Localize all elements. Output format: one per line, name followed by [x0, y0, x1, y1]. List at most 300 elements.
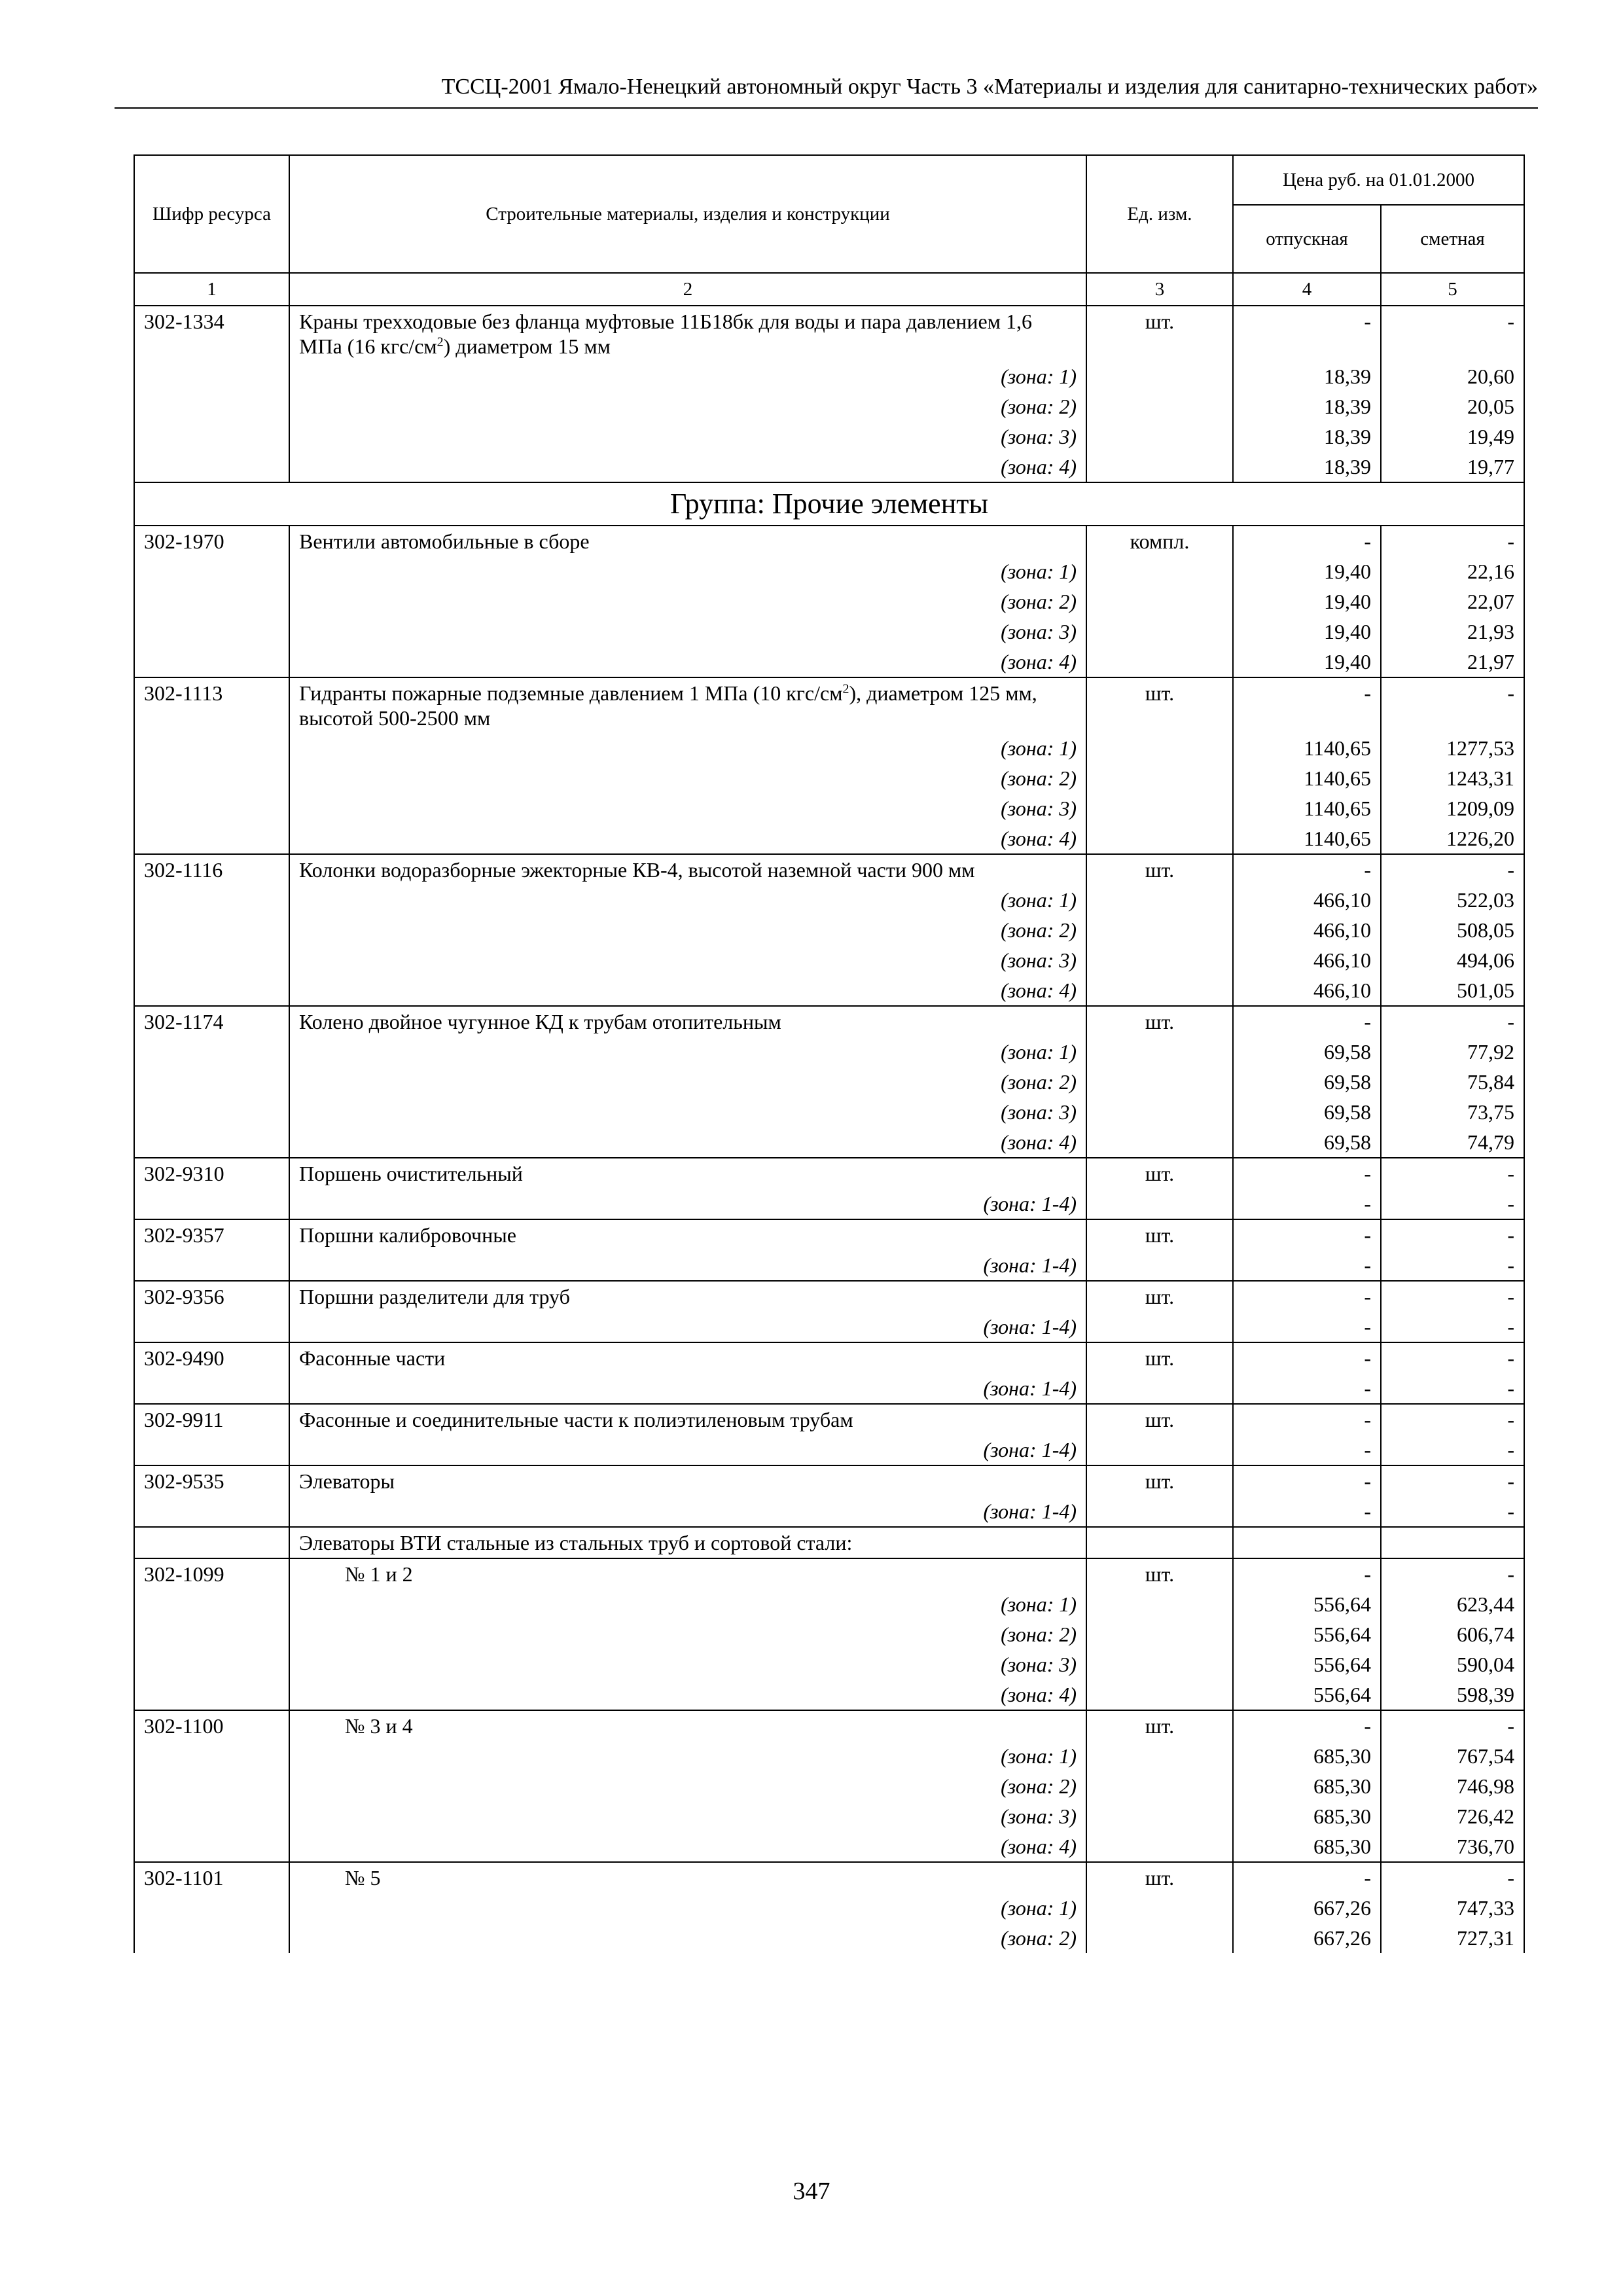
col-number: 5	[1381, 273, 1524, 306]
empty-code-cell	[134, 586, 289, 617]
zone-release-price: 69,58	[1233, 1067, 1381, 1097]
resource-code: 302-1970	[134, 526, 289, 556]
unit: шт.	[1086, 677, 1233, 733]
table-header	[134, 155, 1524, 306]
zone-estimate-price: 727,31	[1381, 1923, 1524, 1953]
zone-estimate-price: 22,07	[1381, 586, 1524, 617]
zone-release-price: -	[1233, 1373, 1381, 1404]
zone-row	[134, 915, 1524, 945]
empty-code-cell	[134, 361, 289, 391]
material-name-text: № 3 и 4	[345, 1714, 413, 1738]
empty-code-cell	[134, 422, 289, 452]
zone-estimate-price: -	[1381, 1189, 1524, 1219]
zone-label: (зона: 3)	[289, 945, 1086, 975]
zone-label: (зона: 4)	[289, 1679, 1086, 1710]
estimate-price: -	[1381, 1158, 1524, 1189]
zone-row	[134, 1589, 1524, 1619]
zone-estimate-price: 623,44	[1381, 1589, 1524, 1619]
empty-unit-cell	[1086, 733, 1233, 763]
empty-unit-cell	[1086, 1250, 1233, 1281]
zone-label: (зона: 1-4)	[289, 1496, 1086, 1527]
material-name: Фасонные части	[289, 1342, 1086, 1373]
empty-code-cell	[134, 1373, 289, 1404]
empty-unit-cell	[1086, 452, 1233, 482]
unit: шт.	[1086, 1219, 1233, 1250]
empty-code-cell	[134, 1831, 289, 1862]
empty-unit-cell	[1086, 1619, 1233, 1649]
material-name	[289, 1558, 1086, 1589]
zone-estimate-price: 22,16	[1381, 556, 1524, 586]
col-header-estimate: сметная	[1381, 205, 1524, 273]
estimate-price: -	[1381, 1281, 1524, 1312]
zone-estimate-price: 746,98	[1381, 1771, 1524, 1801]
material-name: Колонки водоразборные эжекторные КВ-4, высотой наземной части 900 мм	[289, 854, 1086, 885]
empty-code-cell	[134, 1801, 289, 1831]
resource-code: 302-9490	[134, 1342, 289, 1373]
zone-row	[134, 1496, 1524, 1527]
material-name-text: № 1 и 2	[345, 1562, 413, 1586]
empty-code-cell	[134, 1312, 289, 1342]
zone-label: (зона: 3)	[289, 422, 1086, 452]
empty-code-cell	[134, 1496, 289, 1527]
unit: шт.	[1086, 854, 1233, 885]
zone-label: (зона: 1)	[289, 361, 1086, 391]
zone-estimate-price: 736,70	[1381, 1831, 1524, 1862]
col-number: 2	[289, 273, 1086, 306]
zone-row	[134, 647, 1524, 677]
empty-code-cell	[134, 823, 289, 854]
col-header-unit: Ед. изм.	[1086, 155, 1233, 273]
release-price: -	[1233, 854, 1381, 885]
material-name: Поршни калибровочные	[289, 1219, 1086, 1250]
zone-release-price: 1140,65	[1233, 793, 1381, 823]
zone-estimate-price: 606,74	[1381, 1619, 1524, 1649]
zone-estimate-price: 598,39	[1381, 1679, 1524, 1710]
subheading-code-cell	[134, 1527, 289, 1558]
zone-label: (зона: 2)	[289, 1923, 1086, 1953]
empty-unit-cell	[1086, 793, 1233, 823]
release-price: -	[1233, 1219, 1381, 1250]
resource-code: 302-1334	[134, 306, 289, 361]
resource-code: 302-9357	[134, 1219, 289, 1250]
items-top	[134, 306, 1524, 482]
estimate-price: -	[1381, 1342, 1524, 1373]
zone-row	[134, 975, 1524, 1006]
release-price: -	[1233, 1404, 1381, 1435]
zone-release-price: 556,64	[1233, 1589, 1381, 1619]
resource-code: 302-1174	[134, 1006, 289, 1037]
zone-label: (зона: 1)	[289, 1037, 1086, 1067]
zone-row	[134, 1373, 1524, 1404]
zone-row	[134, 733, 1524, 763]
empty-unit-cell	[1086, 361, 1233, 391]
material-name: Краны трехходовые без фланца муфтовые 11Б18бк для воды и пара давлением 1,6 МПа (16 кгс/$см^2$) диаметром 15 мм	[289, 306, 1086, 361]
zone-row	[134, 1923, 1524, 1953]
zone-estimate-price: 20,05	[1381, 391, 1524, 422]
table-row	[134, 526, 1524, 556]
zone-release-price: 1140,65	[1233, 763, 1381, 793]
empty-unit-cell	[1086, 1893, 1233, 1923]
col-header-name: Строительные материалы, изделия и конструкции	[289, 155, 1086, 273]
resource-code: 302-1101	[134, 1862, 289, 1893]
col-number: 4	[1233, 273, 1381, 306]
col-header-code: Шифр ресурса	[134, 155, 289, 273]
zone-estimate-price: 522,03	[1381, 885, 1524, 915]
estimate-price: -	[1381, 1862, 1524, 1893]
subheading-row	[134, 1527, 1524, 1558]
zone-release-price: -	[1233, 1189, 1381, 1219]
zone-label: (зона: 1-4)	[289, 1435, 1086, 1465]
zone-release-price: 69,58	[1233, 1127, 1381, 1158]
release-price: -	[1233, 526, 1381, 556]
empty-code-cell	[134, 945, 289, 975]
header-title: ТССЦ-2001 Ямало-Ненецкий автономный округ Часть 3 «Материалы и изделия для санитарно-технических работ»	[441, 75, 1538, 99]
estimate-price: -	[1381, 526, 1524, 556]
resource-code: 302-9911	[134, 1404, 289, 1435]
zone-label: (зона: 2)	[289, 1619, 1086, 1649]
zone-release-price: 556,64	[1233, 1679, 1381, 1710]
zone-row	[134, 361, 1524, 391]
empty-unit-cell	[1086, 586, 1233, 617]
empty-code-cell	[134, 452, 289, 482]
zone-label: (зона: 1)	[289, 1589, 1086, 1619]
empty-code-cell	[134, 1649, 289, 1679]
empty-code-cell	[134, 1189, 289, 1219]
zone-estimate-price: 767,54	[1381, 1741, 1524, 1771]
zone-release-price: 1140,65	[1233, 733, 1381, 763]
subheading-estimate-cell	[1381, 1527, 1524, 1558]
zone-label: (зона: 2)	[289, 1067, 1086, 1097]
zone-label: (зона: 2)	[289, 763, 1086, 793]
zone-release-price: 18,39	[1233, 452, 1381, 482]
estimate-price: -	[1381, 1710, 1524, 1741]
zone-row	[134, 885, 1524, 915]
zone-release-price: 69,58	[1233, 1097, 1381, 1127]
zone-estimate-price: 19,77	[1381, 452, 1524, 482]
zone-estimate-price: 74,79	[1381, 1127, 1524, 1158]
empty-unit-cell	[1086, 1097, 1233, 1127]
unit: шт.	[1086, 1404, 1233, 1435]
unit: шт.	[1086, 1158, 1233, 1189]
empty-unit-cell	[1086, 1679, 1233, 1710]
subheading-section	[134, 1527, 1524, 1558]
subheading-text: Элеваторы ВТИ стальные из стальных труб и сортовой стали:	[289, 1527, 1086, 1558]
zone-label: (зона: 3)	[289, 617, 1086, 647]
zone-estimate-price: 73,75	[1381, 1097, 1524, 1127]
zone-estimate-price: 1277,53	[1381, 733, 1524, 763]
items-main	[134, 526, 1524, 1527]
empty-unit-cell	[1086, 1741, 1233, 1771]
empty-code-cell	[134, 1771, 289, 1801]
empty-unit-cell	[1086, 1923, 1233, 1953]
zone-release-price: 667,26	[1233, 1923, 1381, 1953]
zone-row	[134, 422, 1524, 452]
zone-label: (зона: 1-4)	[289, 1250, 1086, 1281]
empty-code-cell	[134, 617, 289, 647]
col-header-release: отпускная	[1233, 205, 1381, 273]
zone-label: (зона: 2)	[289, 391, 1086, 422]
table-row	[134, 1558, 1524, 1589]
empty-unit-cell	[1086, 915, 1233, 945]
empty-unit-cell	[1086, 1189, 1233, 1219]
empty-code-cell	[134, 1127, 289, 1158]
zone-label: (зона: 4)	[289, 975, 1086, 1006]
zone-release-price: 18,39	[1233, 391, 1381, 422]
zone-estimate-price: -	[1381, 1435, 1524, 1465]
table-row	[134, 1342, 1524, 1373]
empty-code-cell	[134, 1037, 289, 1067]
zone-label: (зона: 4)	[289, 823, 1086, 854]
empty-code-cell	[134, 763, 289, 793]
estimate-price: -	[1381, 1006, 1524, 1037]
zone-row	[134, 1619, 1524, 1649]
zone-row	[134, 556, 1524, 586]
zone-label: (зона: 1-4)	[289, 1373, 1086, 1404]
zone-estimate-price: 75,84	[1381, 1067, 1524, 1097]
zone-release-price: 19,40	[1233, 647, 1381, 677]
empty-unit-cell	[1086, 945, 1233, 975]
zone-release-price: 19,40	[1233, 617, 1381, 647]
material-name-text: № 5	[345, 1866, 381, 1890]
empty-code-cell	[134, 391, 289, 422]
empty-unit-cell	[1086, 617, 1233, 647]
zone-estimate-price: 508,05	[1381, 915, 1524, 945]
zone-estimate-price: 501,05	[1381, 975, 1524, 1006]
zone-release-price: 19,40	[1233, 586, 1381, 617]
empty-unit-cell	[1086, 391, 1233, 422]
zone-row	[134, 793, 1524, 823]
zone-release-price: 19,40	[1233, 556, 1381, 586]
zone-row	[134, 1250, 1524, 1281]
zone-row	[134, 1801, 1524, 1831]
material-name	[289, 1710, 1086, 1741]
zone-release-price: 18,39	[1233, 361, 1381, 391]
empty-unit-cell	[1086, 1589, 1233, 1619]
unit: шт.	[1086, 1006, 1233, 1037]
empty-code-cell	[134, 556, 289, 586]
material-name: Поршень очистительный	[289, 1158, 1086, 1189]
empty-unit-cell	[1086, 1801, 1233, 1831]
zone-estimate-price: 494,06	[1381, 945, 1524, 975]
estimate-price: -	[1381, 854, 1524, 885]
zone-label: (зона: 2)	[289, 915, 1086, 945]
unit: шт.	[1086, 306, 1233, 361]
table-row	[134, 854, 1524, 885]
zone-row	[134, 1189, 1524, 1219]
estimate-price: -	[1381, 677, 1524, 733]
empty-code-cell	[134, 885, 289, 915]
unit: компл.	[1086, 526, 1233, 556]
zone-row	[134, 1312, 1524, 1342]
zone-label: (зона: 1)	[289, 1893, 1086, 1923]
table-row	[134, 677, 1524, 733]
price-table	[134, 154, 1525, 1953]
zone-estimate-price: 20,60	[1381, 361, 1524, 391]
zone-row	[134, 617, 1524, 647]
zone-estimate-price: 77,92	[1381, 1037, 1524, 1067]
resource-code: 302-1116	[134, 854, 289, 885]
items-elevators	[134, 1558, 1524, 1953]
zone-label: (зона: 4)	[289, 647, 1086, 677]
material-name: Поршни разделители для труб	[289, 1281, 1086, 1312]
table-row	[134, 1158, 1524, 1189]
zone-label: (зона: 3)	[289, 1649, 1086, 1679]
empty-code-cell	[134, 1097, 289, 1127]
empty-code-cell	[134, 1435, 289, 1465]
release-price: -	[1233, 1710, 1381, 1741]
zone-estimate-price: -	[1381, 1373, 1524, 1404]
zone-estimate-price: -	[1381, 1312, 1524, 1342]
resource-code: 302-1099	[134, 1558, 289, 1589]
col-number: 3	[1086, 273, 1233, 306]
material-name: Элеваторы	[289, 1465, 1086, 1496]
zone-row	[134, 452, 1524, 482]
zone-label: (зона: 3)	[289, 793, 1086, 823]
zone-estimate-price: -	[1381, 1496, 1524, 1527]
zone-estimate-price: 590,04	[1381, 1649, 1524, 1679]
empty-code-cell	[134, 1741, 289, 1771]
release-price: -	[1233, 1158, 1381, 1189]
zone-row	[134, 823, 1524, 854]
zone-row	[134, 945, 1524, 975]
empty-code-cell	[134, 1250, 289, 1281]
zone-row	[134, 1435, 1524, 1465]
zone-label: (зона: 4)	[289, 452, 1086, 482]
unit: шт.	[1086, 1862, 1233, 1893]
estimate-price: -	[1381, 1558, 1524, 1589]
zone-row	[134, 1831, 1524, 1862]
zone-label: (зона: 4)	[289, 1831, 1086, 1862]
table-row	[134, 1281, 1524, 1312]
material-name: Вентили автомобильные в сборе	[289, 526, 1086, 556]
empty-unit-cell	[1086, 1037, 1233, 1067]
empty-unit-cell	[1086, 1435, 1233, 1465]
subheading-unit-cell	[1086, 1527, 1233, 1558]
empty-unit-cell	[1086, 556, 1233, 586]
empty-unit-cell	[1086, 1831, 1233, 1862]
zone-row	[134, 1679, 1524, 1710]
release-price: -	[1233, 1281, 1381, 1312]
table-row	[134, 1219, 1524, 1250]
empty-code-cell	[134, 1619, 289, 1649]
zone-release-price: 466,10	[1233, 945, 1381, 975]
column-numbers-row	[134, 273, 1524, 306]
zone-label: (зона: 2)	[289, 1771, 1086, 1801]
zone-release-price: -	[1233, 1435, 1381, 1465]
release-price: -	[1233, 1342, 1381, 1373]
group-row	[134, 482, 1524, 526]
zone-release-price: 685,30	[1233, 1771, 1381, 1801]
empty-unit-cell	[1086, 1496, 1233, 1527]
zone-label: (зона: 1)	[289, 556, 1086, 586]
empty-unit-cell	[1086, 1649, 1233, 1679]
zone-release-price: 1140,65	[1233, 823, 1381, 854]
zone-label: (зона: 1)	[289, 733, 1086, 763]
zone-release-price: -	[1233, 1312, 1381, 1342]
zone-release-price: -	[1233, 1496, 1381, 1527]
zone-label: (зона: 1)	[289, 1741, 1086, 1771]
zone-release-price: 69,58	[1233, 1037, 1381, 1067]
zone-release-price: 685,30	[1233, 1741, 1381, 1771]
resource-code: 302-1113	[134, 677, 289, 733]
empty-code-cell	[134, 915, 289, 945]
empty-code-cell	[134, 1679, 289, 1710]
empty-code-cell	[134, 1589, 289, 1619]
empty-unit-cell	[1086, 1312, 1233, 1342]
empty-code-cell	[134, 1923, 289, 1953]
zone-release-price: 466,10	[1233, 915, 1381, 945]
zone-label: (зона: 2)	[289, 586, 1086, 617]
unit: шт.	[1086, 1465, 1233, 1496]
col-number: 1	[134, 273, 289, 306]
material-name: Фасонные и соединительные части к полиэтиленовым трубам	[289, 1404, 1086, 1435]
zone-estimate-price: 19,49	[1381, 422, 1524, 452]
empty-unit-cell	[1086, 763, 1233, 793]
zone-estimate-price: 1243,31	[1381, 763, 1524, 793]
material-name: Гидранты пожарные подземные давлением 1 МПа (10 кгс/$см^2$), диаметром 125 мм, высотой 500-2500 мм	[289, 677, 1086, 733]
zone-release-price: 556,64	[1233, 1619, 1381, 1649]
empty-unit-cell	[1086, 823, 1233, 854]
zone-estimate-price: 747,33	[1381, 1893, 1524, 1923]
estimate-price: -	[1381, 1465, 1524, 1496]
zone-row	[134, 1741, 1524, 1771]
subheading-price-cell	[1233, 1527, 1381, 1558]
release-price: -	[1233, 1862, 1381, 1893]
empty-unit-cell	[1086, 1067, 1233, 1097]
page-header	[115, 71, 1538, 109]
page-number: 347	[793, 2178, 830, 2205]
zone-row	[134, 1893, 1524, 1923]
zone-label: (зона: 1-4)	[289, 1312, 1086, 1342]
empty-unit-cell	[1086, 1373, 1233, 1404]
resource-code: 302-9356	[134, 1281, 289, 1312]
empty-unit-cell	[1086, 422, 1233, 452]
zone-row	[134, 1649, 1524, 1679]
estimate-price: -	[1381, 306, 1524, 361]
resource-code: 302-1100	[134, 1710, 289, 1741]
table-row	[134, 1006, 1524, 1037]
release-price: -	[1233, 1006, 1381, 1037]
zone-row	[134, 763, 1524, 793]
empty-code-cell	[134, 1893, 289, 1923]
zone-estimate-price: -	[1381, 1250, 1524, 1281]
zone-estimate-price: 1226,20	[1381, 823, 1524, 854]
resource-code: 302-9310	[134, 1158, 289, 1189]
zone-estimate-price: 21,93	[1381, 617, 1524, 647]
zone-release-price: 685,30	[1233, 1831, 1381, 1862]
empty-code-cell	[134, 733, 289, 763]
zone-release-price: 466,10	[1233, 975, 1381, 1006]
estimate-price: -	[1381, 1404, 1524, 1435]
zone-estimate-price: 1209,09	[1381, 793, 1524, 823]
estimate-price: -	[1381, 1219, 1524, 1250]
table-row	[134, 306, 1524, 361]
empty-code-cell	[134, 647, 289, 677]
zone-row	[134, 1771, 1524, 1801]
table-row	[134, 1465, 1524, 1496]
unit: шт.	[1086, 1342, 1233, 1373]
zone-estimate-price: 21,97	[1381, 647, 1524, 677]
unit: шт.	[1086, 1710, 1233, 1741]
empty-unit-cell	[1086, 975, 1233, 1006]
release-price: -	[1233, 1465, 1381, 1496]
zone-release-price: 466,10	[1233, 885, 1381, 915]
zone-row	[134, 1037, 1524, 1067]
release-price: -	[1233, 1558, 1381, 1589]
table-row	[134, 1862, 1524, 1893]
zone-row	[134, 1067, 1524, 1097]
zone-label: (зона: 3)	[289, 1801, 1086, 1831]
